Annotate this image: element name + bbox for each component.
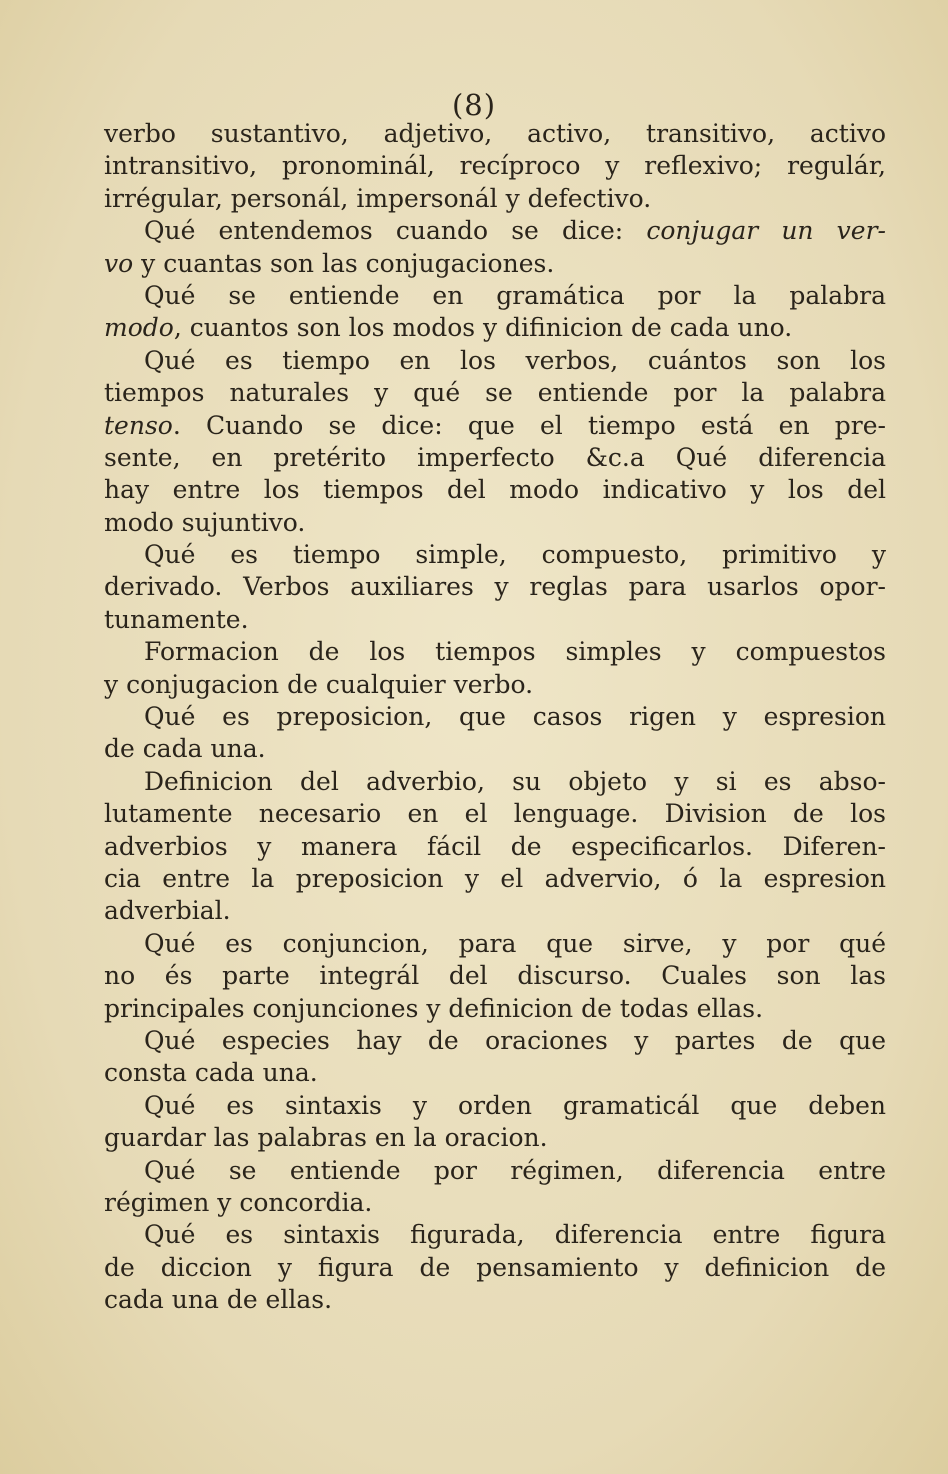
text-line — [104, 474, 886, 506]
text-line — [104, 1187, 886, 1219]
text-line — [104, 1252, 886, 1284]
text-line — [104, 150, 886, 182]
text-segment: Qué es sintaxis y orden gramaticál que deben — [144, 1090, 886, 1120]
text-line — [104, 669, 886, 701]
text-segment: tiempos naturales y qué se entiende por la palabra — [104, 378, 886, 408]
text-line — [104, 701, 886, 733]
text-line — [104, 215, 886, 247]
text-segment: Qué es sintaxis figurada, diferencia entre figura — [144, 1220, 886, 1250]
page-number: (8) — [451, 88, 497, 122]
text-line — [104, 1284, 886, 1316]
text-segment: irrégular, personál, impersonál y defectivo. — [104, 183, 652, 213]
text-segment: y cuantas son las conjugaciones. — [133, 248, 555, 278]
text-segment: principales conjunciones y definicion de todas ellas. — [104, 993, 764, 1023]
text-segment: Qué es tiempo simple, compuesto, primitivo y — [144, 540, 886, 570]
text-segment: de diccion y figura de pensamiento y definicion de — [104, 1252, 886, 1282]
italic-term: modo — [104, 313, 174, 343]
body-text — [104, 118, 886, 1316]
text-line — [104, 118, 886, 150]
text-segment: lutamente necesario en el lenguage. Division de los — [104, 799, 886, 829]
text-segment: Qué especies hay de oraciones y partes de que — [144, 1025, 886, 1055]
italic-term: vo — [104, 248, 134, 278]
text-line — [104, 604, 886, 636]
text-segment: guardar las palabras en la oracion. — [104, 1123, 548, 1153]
text-segment: cada una de ellas. — [104, 1285, 333, 1315]
text-segment: régimen y concordia. — [104, 1187, 373, 1217]
text-segment: Definicion del adverbio, su objeto y si es abso- — [144, 766, 886, 796]
text-segment: derivado. Verbos auxiliares y reglas para usarlos opor- — [104, 572, 886, 602]
text-line — [104, 1090, 886, 1122]
text-line — [104, 442, 886, 474]
text-line — [104, 571, 886, 603]
text-segment: y conjugacion de cualquier verbo. — [104, 669, 534, 699]
text-segment: no és parte integrál del discurso. Cuales son las — [104, 961, 886, 991]
text-segment: verbo sustantivo, adjetivo, activo, transitivo, activo — [104, 119, 886, 148]
text-line — [104, 895, 886, 927]
text-line — [104, 1057, 886, 1089]
text-line — [104, 312, 886, 344]
text-line — [104, 345, 886, 377]
text-line — [104, 1219, 886, 1251]
text-line — [104, 831, 886, 863]
text-line — [104, 183, 886, 215]
text-segment: Formacion de los tiempos simples y compuestos — [144, 637, 886, 667]
text-line — [104, 636, 886, 668]
text-line — [104, 960, 886, 992]
text-line — [104, 863, 886, 895]
text-segment: adverbial. — [104, 896, 231, 926]
text-segment: cia entre la preposicion y el advervio, ó la espresion — [104, 863, 886, 893]
text-line — [104, 539, 886, 571]
text-segment: tunamente. — [104, 604, 249, 634]
text-segment: sente, en pretérito imperfecto &c.a Qué diferencia — [104, 442, 886, 472]
text-segment: modo sujuntivo. — [104, 507, 306, 537]
italic-term: conjugar un ver- — [646, 216, 886, 246]
text-line — [104, 993, 886, 1025]
text-line — [104, 1122, 886, 1154]
text-segment: intransitivo, pronominál, recíproco y reflexivo; regulár, — [104, 151, 886, 181]
text-line — [104, 507, 886, 539]
text-segment: Qué es tiempo en los verbos, cuántos son los — [144, 345, 886, 375]
text-segment: Qué es conjuncion, para que sirve, y por qué — [144, 928, 886, 958]
text-line — [104, 1155, 886, 1187]
text-segment: de cada una. — [104, 734, 266, 764]
text-line — [104, 377, 886, 409]
text-segment: . Cuando se dice: que el tiempo está en pre- — [172, 410, 886, 440]
text-line — [104, 280, 886, 312]
text-segment: Qué entendemos cuando se dice: — [144, 216, 647, 246]
text-segment: hay entre los tiempos del modo indicativo y los del — [104, 475, 886, 505]
text-line — [104, 1025, 886, 1057]
text-segment: Qué es preposicion, que casos rigen y espresion — [144, 702, 886, 732]
text-line — [104, 248, 886, 280]
text-segment: adverbios y manera fácil de especificarlos. Diferen- — [104, 831, 886, 861]
text-segment: Qué se entiende en gramática por la palabra — [144, 280, 886, 310]
text-line — [104, 766, 886, 798]
text-segment: Qué se entiende por régimen, diferencia entre — [144, 1155, 886, 1185]
italic-term: tenso — [104, 410, 173, 440]
text-line — [104, 733, 886, 765]
text-segment: consta cada una. — [104, 1058, 318, 1088]
text-line — [104, 410, 886, 442]
text-line — [104, 798, 886, 830]
text-segment: , cuantos son los modos y difinicion de cada uno. — [173, 313, 793, 343]
text-line — [104, 928, 886, 960]
